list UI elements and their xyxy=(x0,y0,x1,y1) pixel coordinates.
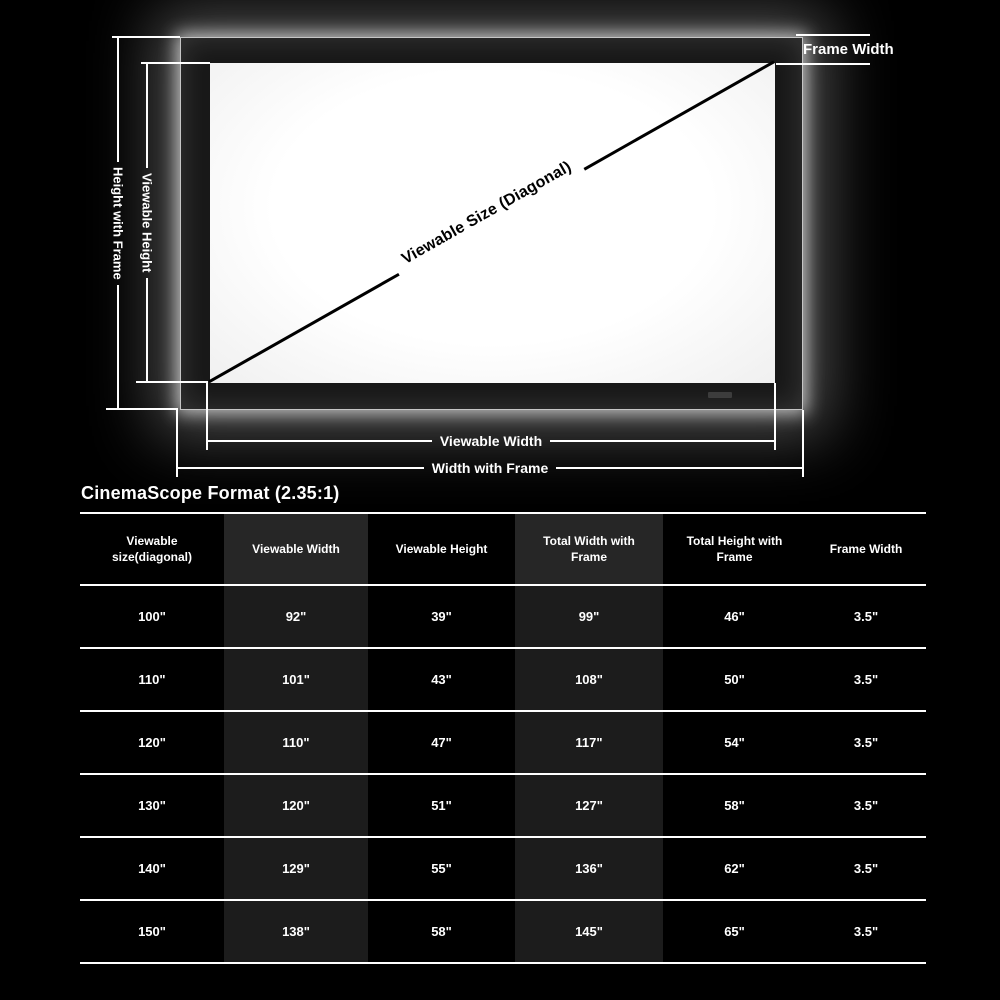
table-cell: 136" xyxy=(515,837,663,900)
table-cell: 50" xyxy=(663,648,806,711)
table-cell: 127" xyxy=(515,774,663,837)
table-row xyxy=(80,648,926,711)
dimension-tick xyxy=(106,408,178,410)
column-header: Viewable Height xyxy=(368,513,515,585)
frame-width-callout-line xyxy=(796,34,870,36)
column-header: Frame Width xyxy=(806,513,926,585)
dimension-line-segment xyxy=(146,278,148,383)
screen-viewable-area xyxy=(210,63,775,383)
table-cell: 129" xyxy=(224,837,368,900)
table-cell: 43" xyxy=(368,648,515,711)
table-cell: 140" xyxy=(80,837,224,900)
width-with-frame-label: Width with Frame xyxy=(431,460,549,476)
table-cell: 3.5" xyxy=(806,648,926,711)
table-cell: 150" xyxy=(80,900,224,963)
diagonal-label: Viewable Size (Diagonal) xyxy=(398,158,575,268)
dimension-extension-line xyxy=(802,410,804,477)
spec-table xyxy=(80,512,926,964)
dimension-line-segment xyxy=(550,440,775,442)
table-cell: 54" xyxy=(663,711,806,774)
column-header: Viewable size(diagonal) xyxy=(80,513,224,585)
table-cell: 51" xyxy=(368,774,515,837)
table-cell: 110" xyxy=(80,648,224,711)
table-cell: 120" xyxy=(80,711,224,774)
table-cell: 120" xyxy=(224,774,368,837)
dimension-tick xyxy=(136,381,208,383)
viewable-height-label: Viewable Height xyxy=(139,173,155,273)
table-cell: 108" xyxy=(515,648,663,711)
height-with-frame-dimension xyxy=(110,37,126,410)
table-cell: 65" xyxy=(663,900,806,963)
table-cell: 47" xyxy=(368,711,515,774)
table-cell: 101" xyxy=(224,648,368,711)
table-cell: 46" xyxy=(663,585,806,648)
column-header: Viewable Width xyxy=(224,513,368,585)
column-header: Total Width with Frame xyxy=(515,513,663,585)
table-cell: 138" xyxy=(224,900,368,963)
dimension-line-segment xyxy=(117,37,119,162)
table-row xyxy=(80,900,926,963)
viewable-width-label: Viewable Width xyxy=(439,433,543,449)
dimension-line-segment xyxy=(177,467,424,469)
table-cell: 3.5" xyxy=(806,711,926,774)
table-cell: 55" xyxy=(368,837,515,900)
table-cell: 110" xyxy=(224,711,368,774)
height-with-frame-label: Height with Frame xyxy=(110,167,126,280)
dimension-extension-line xyxy=(176,410,178,477)
table-header-row xyxy=(80,513,926,585)
viewable-height-dimension xyxy=(139,63,155,383)
table-row xyxy=(80,711,926,774)
table-cell: 3.5" xyxy=(806,774,926,837)
table-cell: 3.5" xyxy=(806,900,926,963)
brand-logo-icon xyxy=(708,392,732,398)
table-cell: 58" xyxy=(368,900,515,963)
dimension-tick xyxy=(112,36,180,38)
width-with-frame-dimension xyxy=(177,459,803,477)
spec-section xyxy=(80,483,926,964)
dimension-line-segment xyxy=(207,440,432,442)
frame-width-label: Frame Width xyxy=(803,41,894,58)
table-cell: 3.5" xyxy=(806,585,926,648)
table-cell: 117" xyxy=(515,711,663,774)
column-header: Total Height with Frame xyxy=(663,513,806,585)
table-cell: 39" xyxy=(368,585,515,648)
dimension-extension-line xyxy=(206,383,208,450)
table-cell: 100" xyxy=(80,585,224,648)
dimension-line-segment xyxy=(117,285,119,410)
table-row xyxy=(80,837,926,900)
table-row xyxy=(80,774,926,837)
table-cell: 145" xyxy=(515,900,663,963)
table-cell: 3.5" xyxy=(806,837,926,900)
table-cell: 58" xyxy=(663,774,806,837)
dimension-line-segment xyxy=(146,63,148,168)
table-row xyxy=(80,585,926,648)
frame-width-callout-line xyxy=(776,63,870,65)
dimension-tick xyxy=(141,62,210,64)
table-cell: 62" xyxy=(663,837,806,900)
table-cell: 130" xyxy=(80,774,224,837)
table-title: CinemaScope Format (2.35:1) xyxy=(81,483,340,503)
dimension-extension-line xyxy=(774,383,776,450)
viewable-width-dimension xyxy=(207,432,775,450)
table-cell: 92" xyxy=(224,585,368,648)
table-cell: 99" xyxy=(515,585,663,648)
dimension-line-segment xyxy=(556,467,803,469)
